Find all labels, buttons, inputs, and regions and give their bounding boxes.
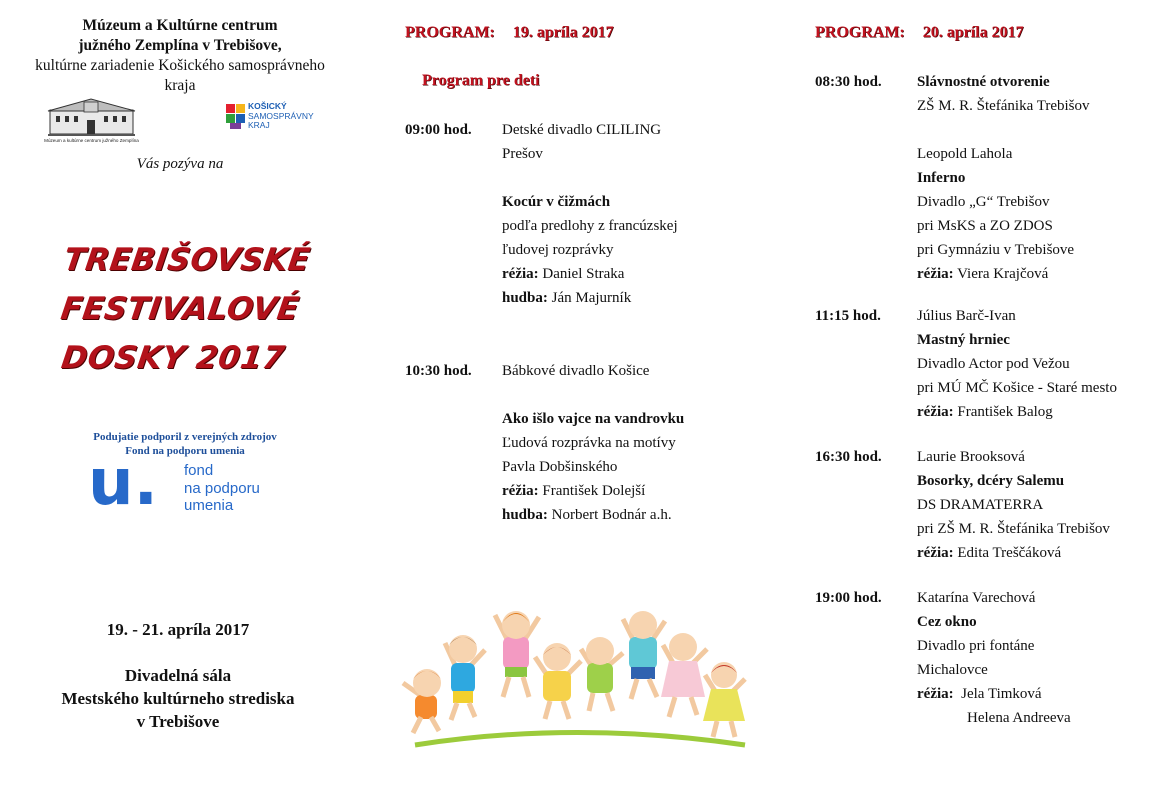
slot-body: Bábkové divadlo Košice Ako išlo vajce na vandrovku Ľudová rozprávka na motívy Pavla Dobšinského réžia: František Dolejší hudba: Norbert Bodnár a.h. [502,363,685,523]
organizer-line-2: južného Zemplína v Trebišove, [78,37,282,54]
museum-logo [44,96,139,148]
slot-time: 10:30 hod. [405,363,472,379]
venue: Divadelná sála Mestského kultúrneho strediska v Trebišove [61,666,295,731]
region-logo-mark-icon [226,104,246,130]
organizer [0,16,360,96]
fund-logo-text: fond na podporu umenia [184,462,260,514]
day1-panel [395,0,790,800]
slot-time: 09:00 hod. [405,122,472,138]
child-figure [703,662,745,737]
festival-title [0,236,370,383]
play-title: Bosorky, dcéry Salemu [917,473,1065,489]
kosice-region-logo [226,102,336,132]
day2-panel [805,0,1163,800]
play-title: Inferno [917,170,966,186]
logos-row [0,96,360,150]
festival-title-line-1: TREBIŠOVSKÉ [61,242,313,278]
slot-body: Laurie Brooksová Bosorky, dcéry Salemu DS DRAMATERRA pri ZŠ M. R. Štefánika Trebišov réžia: Edita Treščáková [917,449,1110,561]
day1-heading-date: 19. apríla 2017 [512,24,614,41]
play-title: Kocúr v čižmách [502,194,611,210]
slot-time: 08:30 hod. [815,74,882,90]
slot-time: 16:30 hod. [815,449,882,465]
child-figure [661,633,707,717]
day2-heading-date: 20. apríla 2017 [922,24,1024,41]
festival-title-line-2: FESTIVALOVÉ DOSKY 2017 [58,291,302,376]
fund-logo-letter: u. [88,446,158,520]
organizer-line-4: kraja [164,77,196,94]
child-figure [581,637,623,711]
day2-heading-label: PROGRAM: [815,24,905,41]
left-panel [0,0,360,800]
day1-heading-label: PROGRAM: [405,24,495,41]
play-title: Ako išlo vajce na vandrovku [502,411,685,427]
child-figure [495,611,539,697]
child-figure [403,669,441,733]
jumping-children-illustration [395,605,755,755]
event-title: Slávnostné otvorenie [917,74,1050,90]
fund-logo [88,446,298,524]
child-figure [445,635,485,720]
play-title: Mastný hrniec [917,332,1010,348]
festival-dates: 19. - 21. apríla 2017 [106,620,250,639]
slot-time: 19:00 hod. [815,590,882,606]
support-notice: Podujatie podporil z verejných zdrojov Fond na podporu umenia [93,431,277,457]
child-figure [623,611,665,699]
museum-caption: Múzeum a kultúrne centrum južného Zemplína [44,138,139,143]
play-title: Cez okno [917,614,977,630]
region-logo-text: KOŠICKÝ SAMOSPRÁVNY KRAJ [248,101,314,130]
slot-body: Katarína Varechová Cez okno Divadlo pri fontáne Michalovce réžia: Jela Timková Helena Andreeva [917,590,1071,726]
child-figure [535,643,581,719]
day1-heading [405,24,614,42]
slot-body: Detské divadlo CILILING Prešov Kocúr v čižmách podľa predlohy z francúzskej ľudovej rozprávky réžia: Daniel Straka hudba: Ján Majurník [502,122,678,306]
slot-body: Július Barč-Ivan Mastný hrniec Divadlo Actor pod Vežou pri MÚ MČ Košice - Staré mesto réžia: František Balog [917,308,1117,420]
organizer-line-1: Múzeum a Kultúrne centrum [82,17,278,34]
invitation-text: Vás pozýva na [136,156,224,172]
day2-heading [815,24,1024,42]
day1-subheading: Program pre deti [422,72,540,89]
organizer-line-3: kultúrne zariadenie Košického samosprávneho [35,57,325,74]
slot-time: 11:15 hod. [815,308,881,324]
slot-body: Slávnostné otvorenie ZŠ M. R. Štefánika Trebišov Leopold Lahola Inferno Divadlo „G“ Trebišov pri MsKS a ZO ZDOS pri Gymnáziu v Trebišove réžia: Viera Krajčová [917,70,1090,286]
